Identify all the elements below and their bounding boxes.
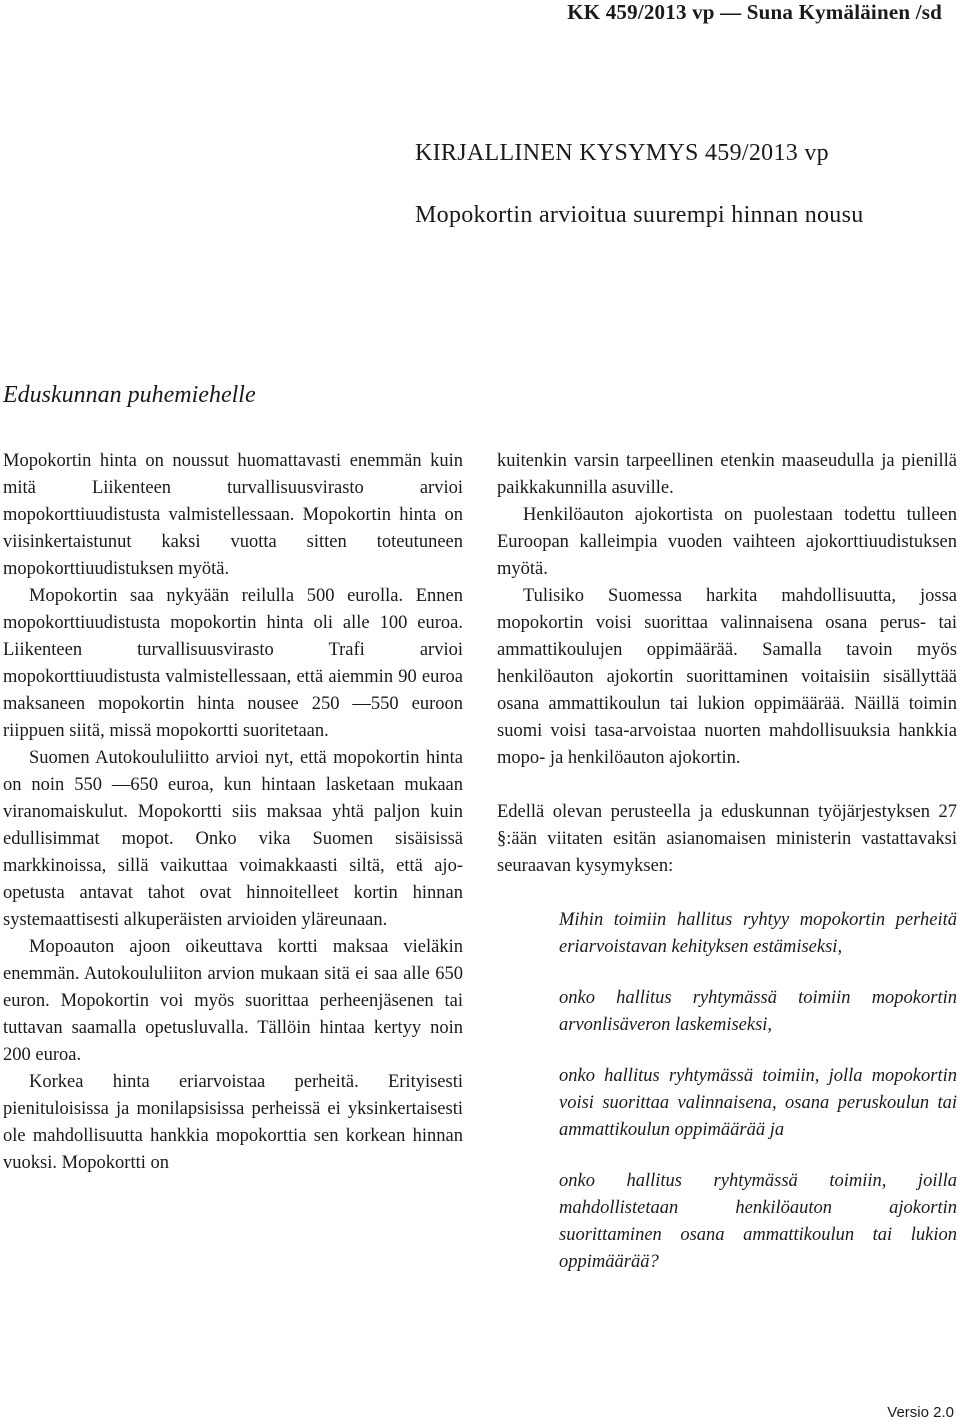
document-reference: KK 459/2013 vp — Suna Kymäläinen /sd	[567, 0, 942, 24]
left-column	[3, 448, 463, 1177]
closing-paragraph: Edellä olevan perusteella ja eduskunnan työjärjestyksen 27 §:ään viitaten esitän asianomaisen ministerin vastattavaksi seuraavan kysymyksen:	[497, 802, 957, 876]
body-paragraph-8: Tulisiko Suomessa harkita mahdollisuutta, jossa mopokortin voisi suorittaa valinnaisena osana perus- tai ammattikoulujen oppimäärää. Samalla tavoin myös henkilöauton ajokortin suorittaminen voitaisiin sisällyttää osana ammattikoulun tai lukion oppimäärää. Näillä toimin suomi voisi tasa-arvoistaa nuorten mahdollisuuksia hankkia mopo- ja henkilöauton ajokortin.	[497, 586, 957, 768]
body-paragraph-5: Korkea hinta eriarvoistaa perheitä. Erityisesti pienituloisissa ja monilapsisissa perheissä ei yksinkertaisesti ole mahdollisuutta hankkia mopokorttia sen korkean hinnan vuoksi. Mopokortti on	[3, 1072, 463, 1173]
right-column	[497, 448, 957, 1300]
question-list	[497, 907, 957, 1276]
version-label: Versio 2.0	[887, 1404, 954, 1421]
question-item: onko hallitus ryhtymässä toimiin mopokortin arvonlisäveron laskemiseksi,	[559, 988, 957, 1035]
document-kind-title: KIRJALLINEN KYSYMYS 459/2013 vp	[415, 140, 829, 166]
question-item: onko hallitus ryhtymässä toimiin, jolla mopokortin voisi suorittaa valinnaisena, osana peruskoulun tai ammattikoulun oppimäärää ja	[559, 1066, 957, 1140]
body-paragraph-1: Mopokortin hinta on noussut huomattavasti enemmän kuin mitä Liikenteen turvallisuusvirasto arvioi mopokorttiuudistusta valmistellessaan. Mopokortin hinta on viisinkertaistunut kaksi vuotta sitten toteutuneen mopokorttiuudistuksen myötä.	[3, 451, 463, 579]
body-paragraph-4: Mopoauton ajoon oikeuttava kortti maksaa vieläkin enemmän. Autokoululiiton arvion mukaan sitä ei saa alle 650 euron. Mopokortin voi myös suorittaa perheenjäsenen tai tuttavan saamalla opetusluvalla. Tällöin hintaa kertyy noin 200 euroa.	[3, 937, 463, 1065]
body-paragraph-2: Mopokortin saa nykyään reilulla 500 eurolla. Ennen mopokorttiuudistusta mopokortin hinta oli alle 100 euroa. Liikenteen turvallisuusvirasto Trafi arvioi mopokorttiuudistusta valmistellessaan, että aiemmin 90 euroa maksaneen mopokortin hinta nousee 250 —550 euroon riippuen siitä, missä mopokortti suoritetaan.	[3, 586, 463, 741]
question-item: Mihin toimiin hallitus ryhtyy mopokortin perheitä eriarvoistavan kehityksen estämiseksi,	[559, 910, 957, 957]
addressee-heading: Eduskunnan puhemiehelle	[3, 382, 256, 408]
question-item: onko hallitus ryhtymässä toimiin, joilla mahdollistetaan henkilöauton ajokortin suorittaminen osana ammattikoulun tai lukion oppimäärää?	[559, 1171, 957, 1272]
body-paragraph-6: kuitenkin varsin tarpeellinen etenkin maaseudulla ja pienillä paikkakunnilla asuville.	[497, 451, 957, 498]
document-subject-title: Mopokortin arvioitua suurempi hinnan nousu	[415, 202, 864, 228]
body-paragraph-7: Henkilöauton ajokortista on puolestaan todettu tulleen Euroopan kalleimpia vuoden vaihteen ajokorttiuudistuksen myötä.	[497, 505, 957, 579]
body-paragraph-3: Suomen Autokoululiitto arvioi nyt, että mopokortin hinta on noin 550 —650 euroa, kun hintaan lasketaan mukaan viranomaiskulut. Mopokortti siis maksaa yhtä paljon kuin edullisimmat mopot. Onko vika Suomen sisäisissä markkinoissa, sillä vaikuttaa voimakkaasti siltä, että ajoopetusta antavat tahot ovat hinnoitelleet kortin hinnan systemaattisesti alkuperäisten arvioiden yläreunaan.	[3, 748, 463, 930]
